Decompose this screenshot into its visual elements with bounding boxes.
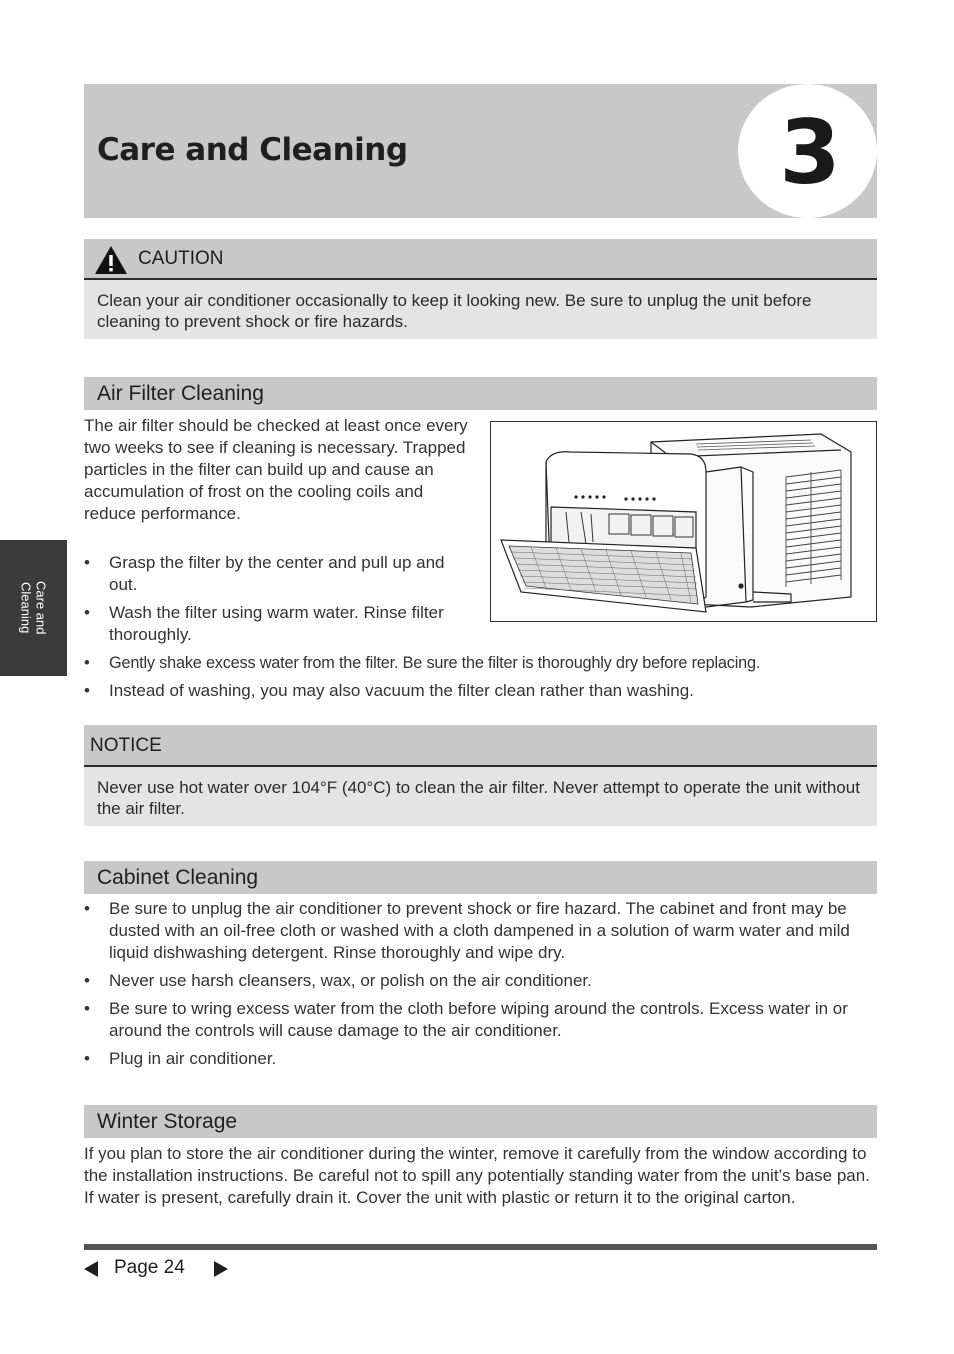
warning-triangle-icon [94,245,128,275]
triangle-left-icon[interactable] [84,1261,98,1277]
list-item: • Plug in air conditioner. [84,1048,879,1070]
notice-text: Never use hot water over 104°F (40°C) to clean the air filter. Never attempt to operate the unit without the air filter. [84,767,877,826]
list-item: • Gently shake excess water from the filter. Be sure the filter is thoroughly dry before replacing. [84,652,884,674]
chapter-number: 3 [779,101,841,204]
chapter-header [84,84,877,218]
notice-label: NOTICE [90,735,162,756]
side-chapter-tab[interactable] [0,540,67,676]
list-item: • Wash the filter using warm water. Rinse filter thoroughly. [84,602,464,646]
page-number: Page 24 [114,1257,185,1278]
section-heading-cabinet: Cabinet Cleaning [84,861,877,894]
air-conditioner-filter-illustration [490,421,877,622]
air-filter-steps-continued [84,652,884,708]
winter-storage-text: If you plan to store the air conditioner during the winter, remove it carefully from the window according to the installation instructions. Be careful not to spill any potentially standing water from the unit’s base pan. If water is present, carefully drain it. Cover the unit with plastic or return it to the original carton. [84,1144,870,1207]
page-title: Care and Cleaning [97,132,408,168]
list-item: • Be sure to unplug the air conditioner to prevent shock or fire hazard. The cabinet and front may be dusted with an oil-free cloth or washed with a cloth dampened in a solution of warm water and mild liquid dishwashing detergent. Rinse thoroughly and wipe dry. [84,898,879,964]
air-filter-intro: The air filter should be checked at least once every two weeks to see if cleaning is necessary. Trapped particles in the filter can build up and cause an accumulation of frost on the cooling coils and reduce performance. [84,416,468,523]
section-heading-winter: Winter Storage [84,1105,877,1138]
section-heading-air-filter: Air Filter Cleaning [84,377,877,410]
list-item: • Instead of washing, you may also vacuum the filter clean rather than washing. [84,680,884,702]
list-item: • Be sure to wring excess water from the cloth before wiping around the controls. Excess water in or around the controls will cause damage to the air conditioner. [84,998,879,1042]
notice-header [84,725,877,767]
air-filter-steps [84,552,464,652]
caution-text: Clean your air conditioner occasionally to keep it looking new. Be sure to unplug the unit before cleaning to prevent shock or fire hazards. [84,280,877,339]
list-item: • Grasp the filter by the center and pull up and out. [84,552,464,596]
caution-label: CAUTION [138,248,224,269]
triangle-right-icon[interactable] [214,1261,228,1277]
side-tab-label: Care and Cleaning [18,581,49,635]
air-conditioner-drawing [491,422,876,621]
footer-divider [84,1244,877,1250]
cabinet-cleaning-steps [84,898,879,1076]
list-item: • Never use harsh cleansers, wax, or polish on the air conditioner. [84,970,879,992]
caution-header [84,239,877,280]
